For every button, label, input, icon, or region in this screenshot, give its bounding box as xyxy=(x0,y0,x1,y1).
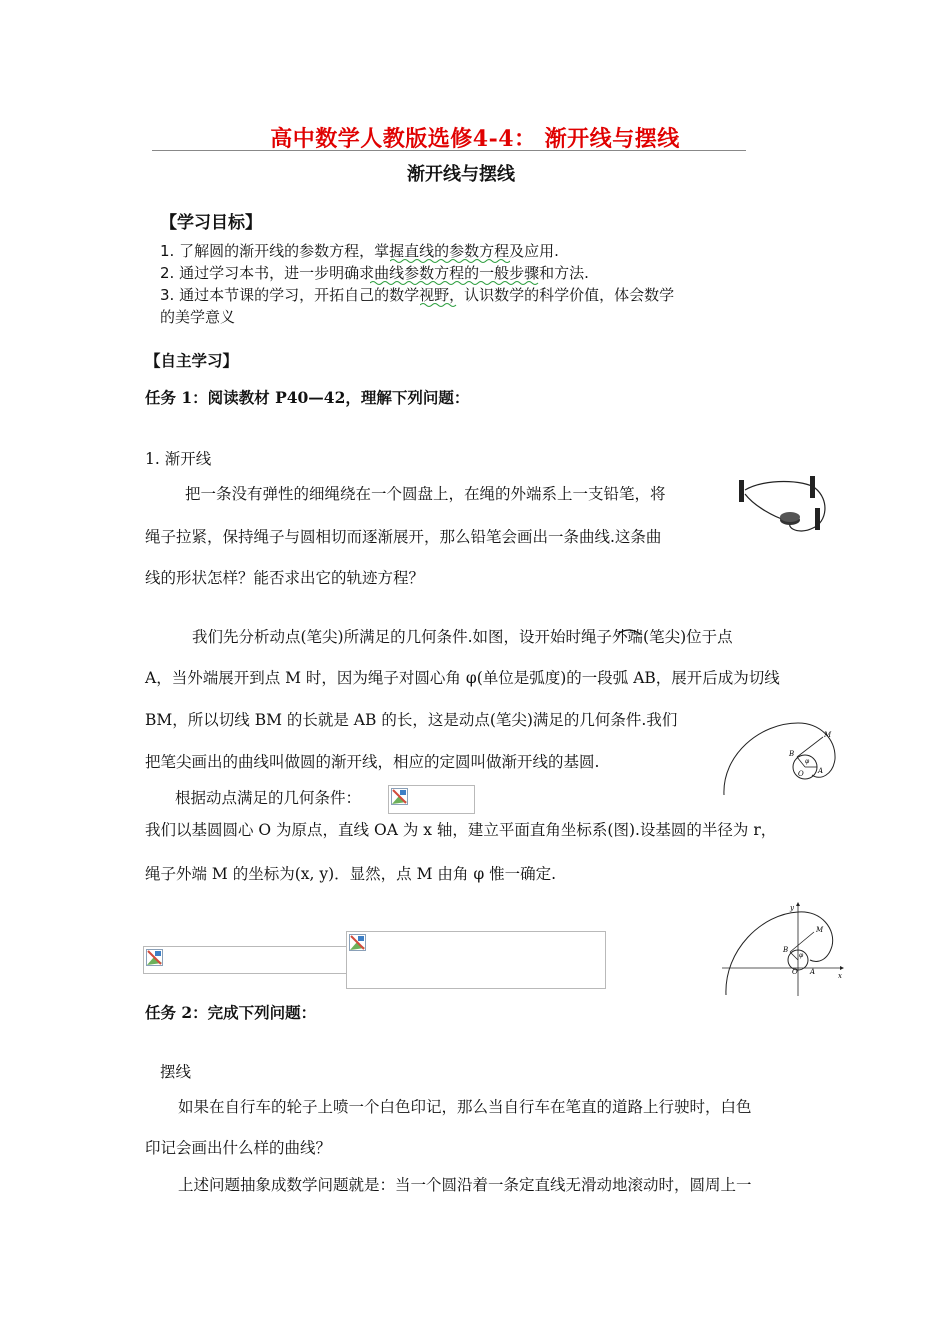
goal-2: 2. 通过学习本书，进一步明确求曲线参数方程的一般步骤和方法. xyxy=(160,264,589,282)
label-B: B xyxy=(783,946,789,954)
broken-image-formula-2 xyxy=(143,946,347,974)
goal-3: 3. 通过本节课的学习，开拓自己的数学视野，认识数学的科学价值，体会数学 xyxy=(160,286,675,304)
label-O: O xyxy=(798,770,804,778)
para5-line2: 印记会画出什么样的曲线？ xyxy=(145,1139,332,1157)
label-phi: φ xyxy=(799,952,804,959)
para2-line3: BM，所以切线 BM 的长就是 AB 的长，这是动点(笔尖)满足的几何条件.我们 xyxy=(145,711,678,729)
label-y: y xyxy=(790,904,794,912)
broken-image-formula-3 xyxy=(346,931,606,989)
broken-image-formula-1 xyxy=(388,785,475,814)
para1-line1: 把一条没有弹性的细绳绕在一个圆盘上，在绳的外端系上一支铅笔，将 xyxy=(185,485,666,503)
para4-line1: 我们以基圆圆心 O 为原点，直线 OA 为 x 轴，建立平面直角坐标系(图).设基圆的半径为 r， xyxy=(145,821,777,839)
label-A: A xyxy=(818,767,824,775)
label-O: O xyxy=(792,968,798,976)
goal-3-cont: 的美学意义 xyxy=(160,308,236,326)
involute-figure xyxy=(720,715,840,797)
para5-line1: 如果在自行车的轮子上喷一个白色印记，那么当自行车在笔直的道路上行驶时，白色 xyxy=(178,1098,752,1116)
label-x: x xyxy=(838,972,842,980)
para5-line3: 上述问题抽象成数学问题就是：当一个圆沿着一条定直线无滑动地滚动时，圆周上一 xyxy=(178,1176,752,1194)
squiggle-mark xyxy=(390,258,510,264)
broken-image-icon xyxy=(349,934,366,951)
document-subtitle: 渐开线与摆线 xyxy=(407,164,515,185)
label-M: M xyxy=(824,731,832,739)
section-involute: 1. 渐开线 xyxy=(145,450,212,468)
task-2: 任务 2：完成下列问题： xyxy=(145,1003,317,1022)
arc-mark xyxy=(616,626,642,636)
task-1: 任务 1：阅读教材 P40—42，理解下列问题： xyxy=(145,388,470,407)
goals-heading: 【学习目标】 xyxy=(160,213,262,233)
section-cycloid: 摆线 xyxy=(160,1063,192,1081)
broken-image-icon xyxy=(146,949,163,966)
label-M: M xyxy=(816,926,824,934)
string-disk-figure xyxy=(735,472,835,544)
para4-line2: 绳子外端 M 的坐标为(x, y)．显然，点 M 由角 φ 惟一确定. xyxy=(145,865,557,883)
para2-line4: 把笔尖画出的曲线叫做圆的渐开线，相应的定圆叫做渐开线的基圆. xyxy=(145,753,600,771)
goal-1: 1. 了解圆的渐开线的参数方程，掌握直线的参数方程及应用. xyxy=(160,242,559,260)
squiggle-mark-3 xyxy=(420,302,460,308)
label-A: A xyxy=(810,968,816,976)
title-divider xyxy=(152,150,746,151)
para1-line2: 绳子拉紧，保持绳子与圆相切而逐渐展开，那么铅笔会画出一条曲线.这条曲 xyxy=(145,528,662,546)
label-phi: φ xyxy=(805,758,810,765)
para2-line2: A，当外端展开到点 M 时，因为绳子对圆心角 φ(单位是弧度)的一段弧 AB，展开后成为切线 xyxy=(145,669,780,687)
squiggle-mark-2 xyxy=(370,280,540,286)
document-title: 高中数学人教版选修4-4： 渐开线与摆线 xyxy=(270,126,680,152)
broken-image-icon xyxy=(391,788,408,805)
self-study-heading: 【自主学习】 xyxy=(145,351,239,370)
involute-axes-figure xyxy=(722,900,848,998)
para1-line3: 线的形状怎样？能否求出它的轨迹方程？ xyxy=(145,569,425,587)
label-B: B xyxy=(789,750,795,758)
para3: 根据动点满足的几何条件： xyxy=(175,789,362,807)
para2-line1: 我们先分析动点(笔尖)所满足的几何条件.如图，设开始时绳子外端(笔尖)位于点 xyxy=(192,628,733,646)
